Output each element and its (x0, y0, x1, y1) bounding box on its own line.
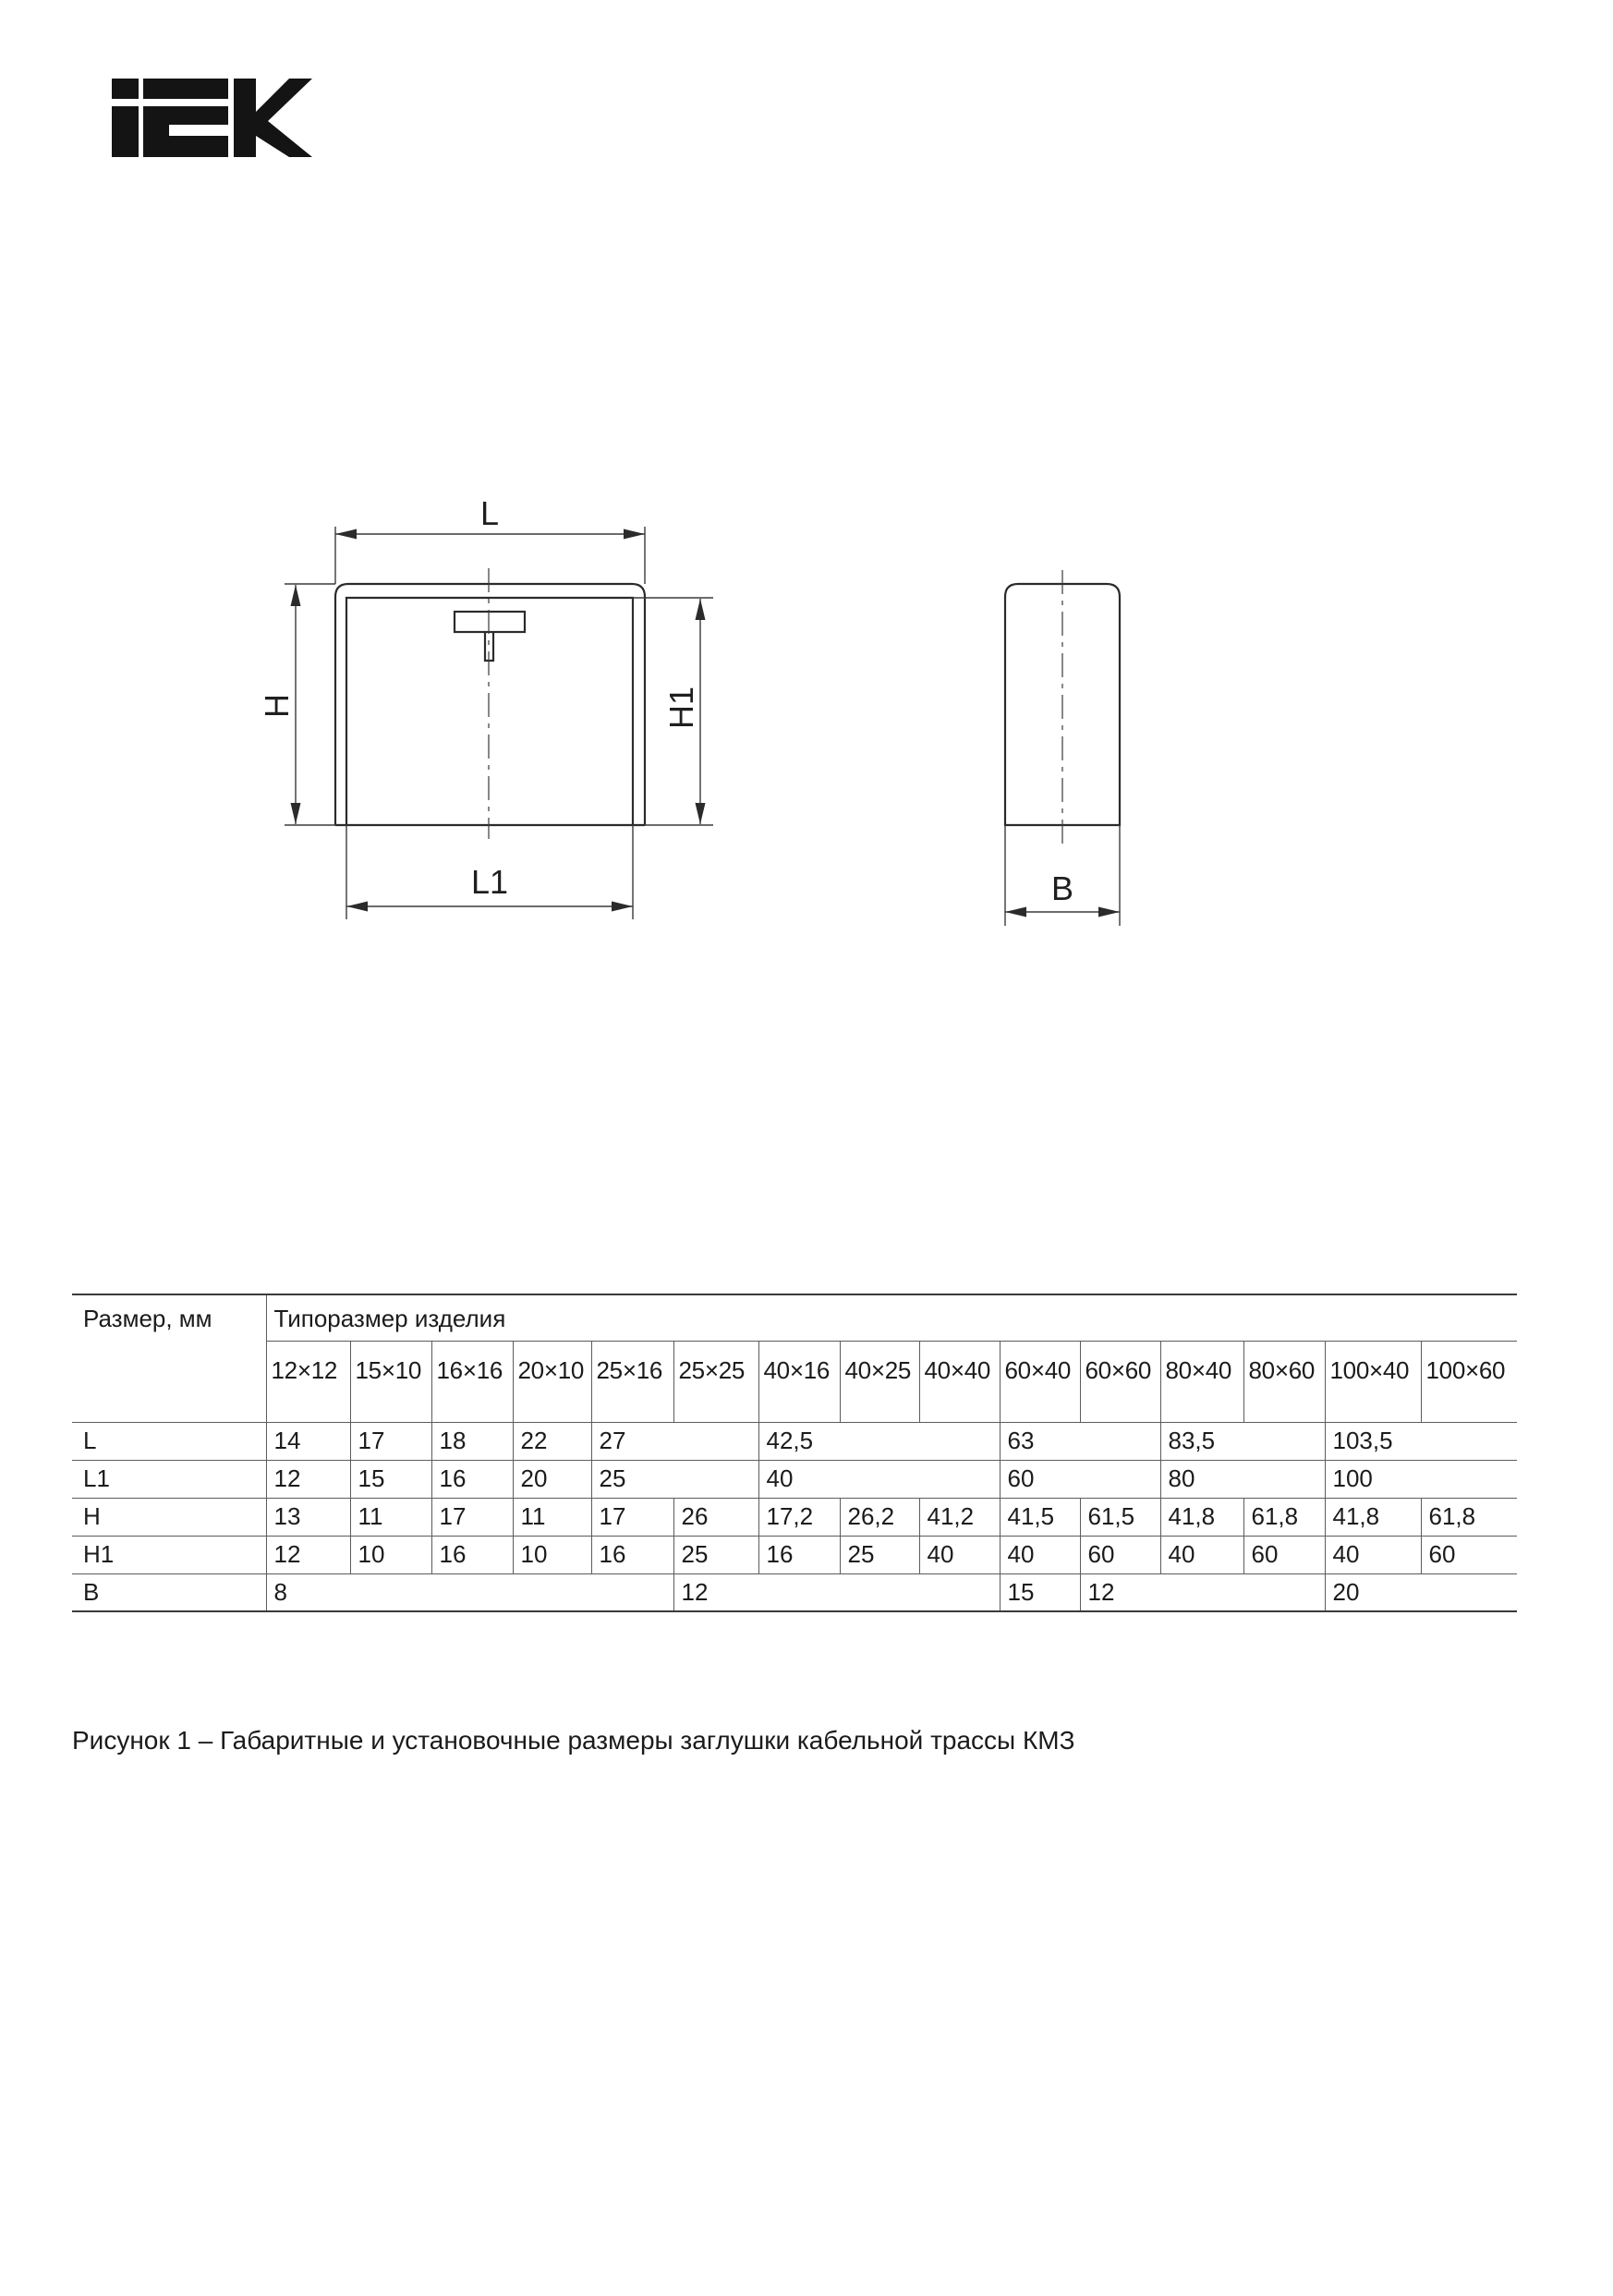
size-header-row (72, 1341, 1517, 1422)
row-label: H1 (72, 1536, 266, 1573)
size-header-cell: 40×16 (758, 1341, 840, 1422)
dim-value-cell: 41,8 (1160, 1498, 1243, 1536)
dim-value-cell: 20 (1325, 1573, 1517, 1611)
dim-label-H1: H1 (662, 686, 700, 730)
dim-value-cell: 60 (1080, 1536, 1160, 1573)
size-header-cell: 60×40 (1000, 1341, 1080, 1422)
dim-value-cell: 20 (513, 1460, 591, 1498)
dim-value-cell: 26 (673, 1498, 758, 1536)
dim-value-cell: 12 (673, 1573, 1000, 1611)
table-row (72, 1422, 1517, 1460)
figure-caption: Рисунок 1 – Габаритные и установочные размеры заглушки кабельной трассы КМЗ (72, 1726, 1075, 1755)
size-header-cell: 60×60 (1080, 1341, 1160, 1422)
dimension-H1 (662, 599, 706, 824)
table-row (72, 1460, 1517, 1498)
dim-label-L1: L1 (470, 863, 509, 901)
dimension-L1 (346, 825, 633, 919)
dim-value-cell: 41,2 (919, 1498, 1000, 1536)
dim-value-cell: 26,2 (840, 1498, 919, 1536)
dim-value-cell: 17 (350, 1422, 431, 1460)
size-header-cell: 25×25 (673, 1341, 758, 1422)
dim-value-cell: 16 (431, 1536, 513, 1573)
dimensions-table (72, 1294, 1517, 1612)
dim-value-cell: 61,8 (1243, 1498, 1325, 1536)
dim-value-cell: 42,5 (758, 1422, 1000, 1460)
dim-value-cell: 60 (1421, 1536, 1517, 1573)
size-header-cell: 15×10 (350, 1341, 431, 1422)
size-header-cell: 100×40 (1325, 1341, 1421, 1422)
row-label: L1 (72, 1460, 266, 1498)
row-label: B (72, 1573, 266, 1611)
table-header-row (72, 1294, 1517, 1341)
dim-value-cell: 60 (1000, 1460, 1160, 1498)
dim-value-cell: 22 (513, 1422, 591, 1460)
dim-value-cell: 61,5 (1080, 1498, 1160, 1536)
dim-value-cell: 63 (1000, 1422, 1160, 1460)
dim-value-cell: 12 (266, 1460, 350, 1498)
dim-value-cell: 14 (266, 1422, 350, 1460)
dim-value-cell: 25 (840, 1536, 919, 1573)
dim-value-cell: 17 (591, 1498, 673, 1536)
dim-value-cell: 18 (431, 1422, 513, 1460)
dim-label-B: B (1050, 869, 1074, 907)
size-header-cell: 16×16 (431, 1341, 513, 1422)
dim-label-L: L (479, 494, 500, 532)
size-header-cell: 40×40 (919, 1341, 1000, 1422)
corner-header: Размер, мм (72, 1294, 266, 1422)
iek-logo-glyphs (112, 79, 312, 157)
table-row (72, 1573, 1517, 1611)
dim-value-cell: 12 (266, 1536, 350, 1573)
dim-value-cell: 40 (1160, 1536, 1243, 1573)
dim-value-cell: 41,5 (1000, 1498, 1080, 1536)
dim-value-cell: 40 (1000, 1536, 1080, 1573)
dim-value-cell: 11 (513, 1498, 591, 1536)
dim-value-cell: 103,5 (1325, 1422, 1517, 1460)
table-row (72, 1536, 1517, 1573)
size-header-cell: 12×12 (266, 1341, 350, 1422)
group-header: Типоразмер изделия (266, 1294, 1517, 1341)
dimension-H (258, 585, 301, 824)
size-header-cell: 40×25 (840, 1341, 919, 1422)
dim-value-cell: 17 (431, 1498, 513, 1536)
table-row (72, 1498, 1517, 1536)
dim-value-cell: 10 (350, 1536, 431, 1573)
size-header-cell: 80×60 (1243, 1341, 1325, 1422)
dim-value-cell: 12 (1080, 1573, 1325, 1611)
row-label: H (72, 1498, 266, 1536)
dim-value-cell: 8 (266, 1573, 673, 1611)
dim-value-cell: 40 (919, 1536, 1000, 1573)
dim-value-cell: 25 (673, 1536, 758, 1573)
dim-value-cell: 17,2 (758, 1498, 840, 1536)
side-view (1005, 570, 1120, 926)
dim-value-cell: 60 (1243, 1536, 1325, 1573)
dim-value-cell: 40 (1325, 1536, 1421, 1573)
dim-value-cell: 15 (1000, 1573, 1080, 1611)
dim-value-cell: 100 (1325, 1460, 1517, 1498)
dimension-B (1005, 869, 1120, 917)
size-header-cell: 80×40 (1160, 1341, 1243, 1422)
dim-value-cell: 61,8 (1421, 1498, 1517, 1536)
iek-logo (112, 79, 312, 157)
dim-value-cell: 16 (591, 1536, 673, 1573)
size-header-cell: 20×10 (513, 1341, 591, 1422)
dim-value-cell: 25 (591, 1460, 758, 1498)
dim-value-cell: 83,5 (1160, 1422, 1325, 1460)
size-header-cell: 25×16 (591, 1341, 673, 1422)
dim-value-cell: 11 (350, 1498, 431, 1536)
dimension-L (335, 494, 645, 584)
front-view (285, 568, 713, 839)
row-label: L (72, 1422, 266, 1460)
dim-value-cell: 13 (266, 1498, 350, 1536)
dim-value-cell: 10 (513, 1536, 591, 1573)
dim-value-cell: 16 (431, 1460, 513, 1498)
dim-value-cell: 41,8 (1325, 1498, 1421, 1536)
dim-value-cell: 16 (758, 1536, 840, 1573)
dim-value-cell: 27 (591, 1422, 758, 1460)
dim-label-H: H (258, 694, 296, 718)
dim-value-cell: 15 (350, 1460, 431, 1498)
size-header-cell: 100×60 (1421, 1341, 1517, 1422)
dim-value-cell: 40 (758, 1460, 1000, 1498)
dim-value-cell: 80 (1160, 1460, 1325, 1498)
